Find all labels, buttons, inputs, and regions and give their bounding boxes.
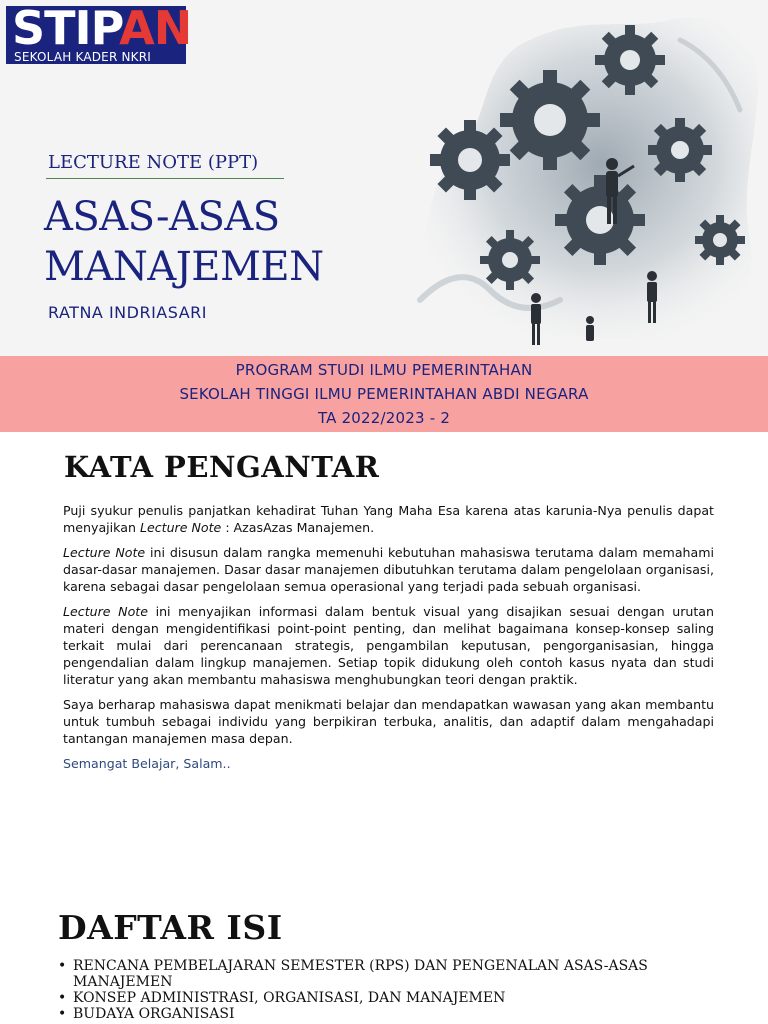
toc-list [58,958,698,1022]
stipan-logo [6,1,192,64]
banner-academic-year: TA 2022/2023 - 2 [317,409,451,427]
cover-title [44,192,324,292]
foreword-paragraph-2: Lecture Note ini disusun dalam rangka memenuhi kebutuhan mahasiswa terutama dalam memahami dasar-dasar manajemen. Dasar dasar manajemen dibutuhkan terutama dalam pengelolaan organisasi, karena sebagai dasar pengelolaan semua operasional yang terjadi pada sebuah organisasi. [63,545,714,594]
toc-item[interactable]: • BUDAYA ORGANISASI [58,1006,698,1022]
toc-item[interactable]: • KONSEP ADMINISTRASI, ORGANISASI, DAN MANAJEMEN [58,990,698,1006]
lecture-note-divider [46,178,284,179]
foreword-heading: KATA PENGANTAR [64,450,380,484]
logo-tagline: SEKOLAH KADER NKRI [14,50,152,64]
banner-program: PROGRAM STUDI ILMU PEMERINTAHAN [235,361,533,379]
toc-heading: DAFTAR ISI [58,908,283,947]
lecture-note-label: LECTURE NOTE (PPT) [48,152,259,173]
cover-author: RATNA INDRIASARI [48,303,207,322]
banner-institution: SEKOLAH TINGGI ILMU PEMERINTAHAN ABDI NEGARA [179,385,589,403]
logo-wordmark-main: STIP [12,1,120,55]
program-banner [0,356,768,432]
logo-wordmark-accent: AN [119,1,192,55]
foreword-paragraph-1: Puji syukur penulis panjatkan kehadirat Tuhan Yang Maha Esa karena atas karunia-Nya penulis dapat menyajikan Lecture Note : AzasAzas Manajemen. [63,503,714,535]
cover-title-line1: ASAS-ASAS [44,194,280,240]
foreword-body [63,502,714,780]
foreword-paragraph-3: Lecture Note ini menyajikan informasi dalam bentuk visual yang disajikan sesuai dengan urutan materi dengan mengidentifikasi point-point penting, dan melihat bagaimana konsep-konsep saling terkait mulai dari perencanaan strategis, pengambilan keputusan, pengorganisasian, hingga pengendalian dalam lingkup manajemen. Setiap topik didukung oleh contoh kasus nyata dan studi literatur yang akan membantu mahasiswa menghubungkan teori dengan praktik. [63,604,714,687]
foreword-closing: Semangat Belajar, Salam.. [63,756,231,771]
gears-illustration [400,0,768,356]
cover-title-line2: MANAJEMEN [44,244,324,290]
cover-slide [0,0,768,432]
toc-item[interactable]: • RENCANA PEMBELAJARAN SEMESTER (RPS) DAN PENGENALAN ASAS-ASAS MANAJEMEN [58,958,698,990]
foreword-paragraph-4: Saya berharap mahasiswa dapat menikmati belajar dan mendapatkan wawasan yang akan membantu untuk tumbuh sebagai individu yang berpikiran terbuka, analitis, dan adaptif dalam mengahadapi tantangan manajemen masa depan. [63,697,714,746]
logo-wordmark [12,2,191,54]
